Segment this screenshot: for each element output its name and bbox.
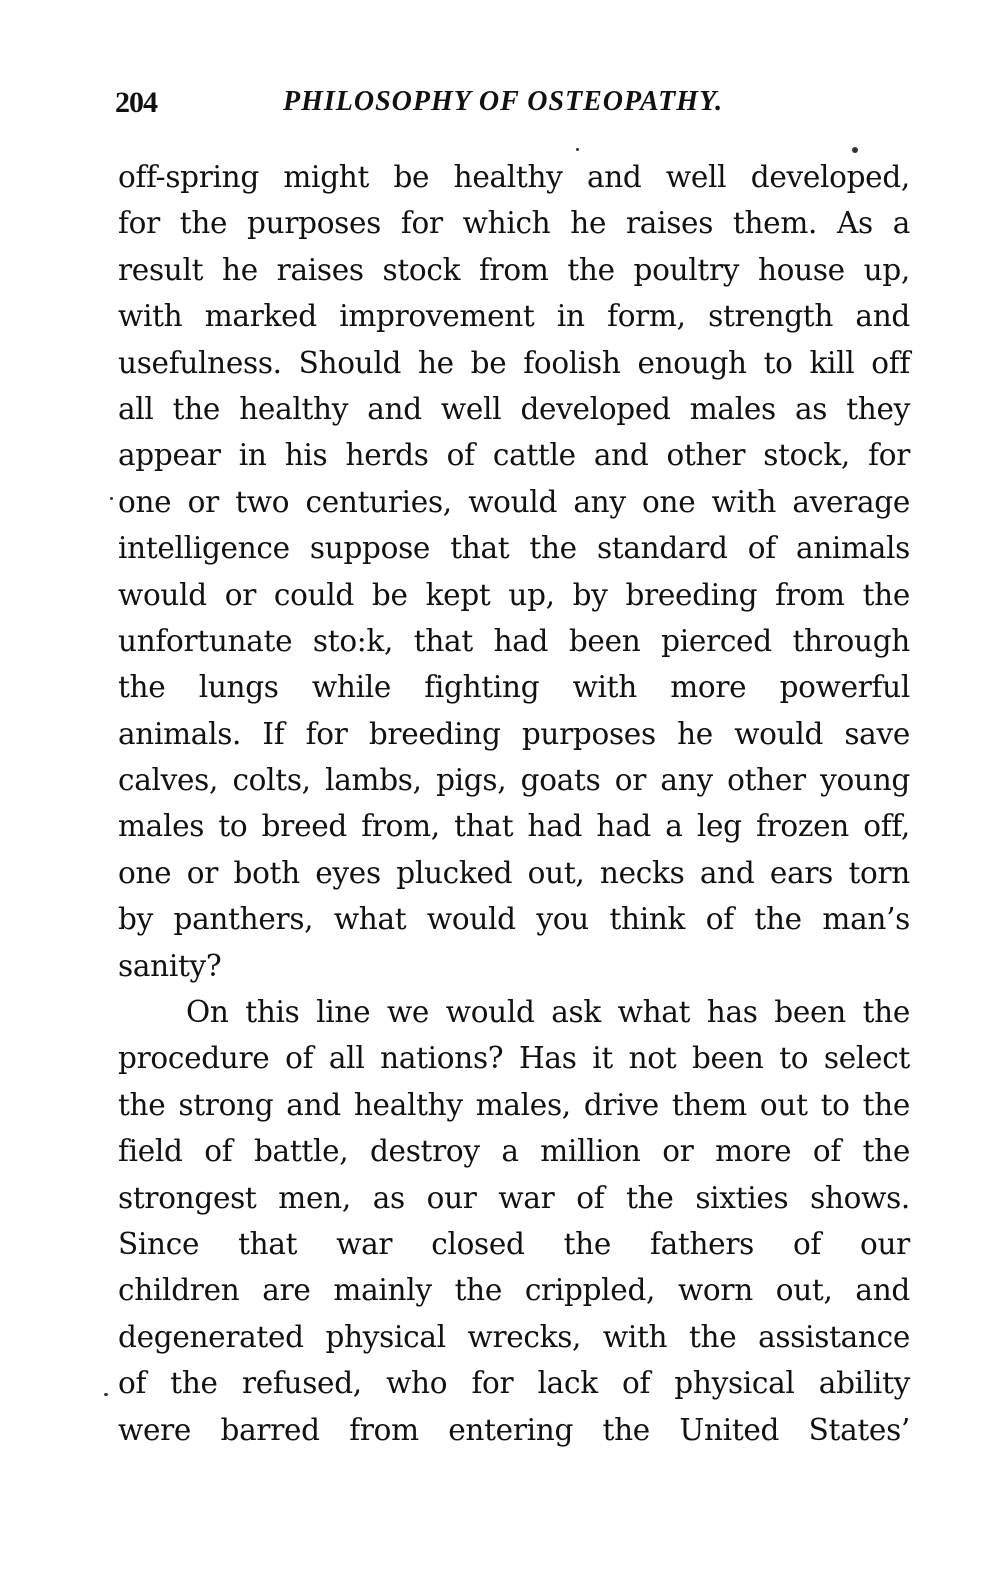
text-line: the lungs while fighting with more powerful — [118, 670, 910, 705]
text-line: calves, colts, lambs, pigs, goats or any other young — [118, 763, 910, 798]
text-line: males to breed from, that had had a leg frozen off, — [118, 809, 910, 844]
running-title: PHILOSOPHY OF OSTEOPATHY. — [283, 86, 724, 117]
print-speck — [852, 147, 858, 153]
text-line: the strong and healthy males, drive them out to the — [118, 1087, 910, 1122]
text-line: all the healthy and well developed males as they — [118, 391, 910, 426]
text-line: one or both eyes plucked out, necks and ears torn — [118, 855, 910, 890]
text-line: would or could be kept up, by breeding from the — [118, 577, 910, 612]
print-speck — [110, 497, 113, 500]
text-line: Since that war closed the fathers of our — [118, 1226, 910, 1261]
text-line: sanity? — [118, 948, 222, 983]
print-speck — [576, 148, 579, 151]
page-header — [115, 86, 910, 122]
text-line: strongest men, as our war of the sixties shows. — [118, 1180, 910, 1215]
text-line: intelligence suppose that the standard of animals — [118, 531, 910, 566]
text-line: of the refused, who for lack of physical ability — [118, 1366, 910, 1401]
text-line: off-spring might be healthy and well developed, — [118, 160, 910, 194]
text-line: animals. If for breeding purposes he would save — [118, 716, 910, 751]
text-line: unfortunate sto:k, that had been pierced through — [118, 623, 910, 658]
text-line: procedure of all nations? Has it not been to select — [118, 1041, 910, 1076]
text-line: for the purposes for which he raises them. As a — [118, 206, 910, 241]
text-line: were barred from entering the United States’ — [118, 1412, 910, 1447]
text-line: one or two centuries, would any one with average — [118, 484, 910, 519]
text-line: children are mainly the crippled, worn out, and — [118, 1273, 910, 1308]
print-speck — [104, 1393, 108, 1396]
text-line: by panthers, what would you think of the man’s — [118, 902, 910, 937]
page-number: 204 — [115, 86, 157, 119]
text-line: appear in his herds of cattle and other stock, for — [118, 438, 910, 473]
text-line: usefulness. Should he be foolish enough to kill off — [118, 345, 910, 380]
text-line: field of battle, destroy a million or more of the — [118, 1134, 910, 1169]
paragraph — [118, 989, 910, 1453]
body-text — [118, 154, 910, 1453]
paragraph — [118, 154, 910, 989]
text-line: degenerated physical wrecks, with the assistance — [118, 1319, 910, 1354]
text-line: On this line we would ask what has been the — [186, 995, 910, 1030]
text-line: with marked improvement in form, strength and — [118, 299, 910, 334]
text-line: result he raises stock from the poultry house up, — [118, 252, 910, 287]
